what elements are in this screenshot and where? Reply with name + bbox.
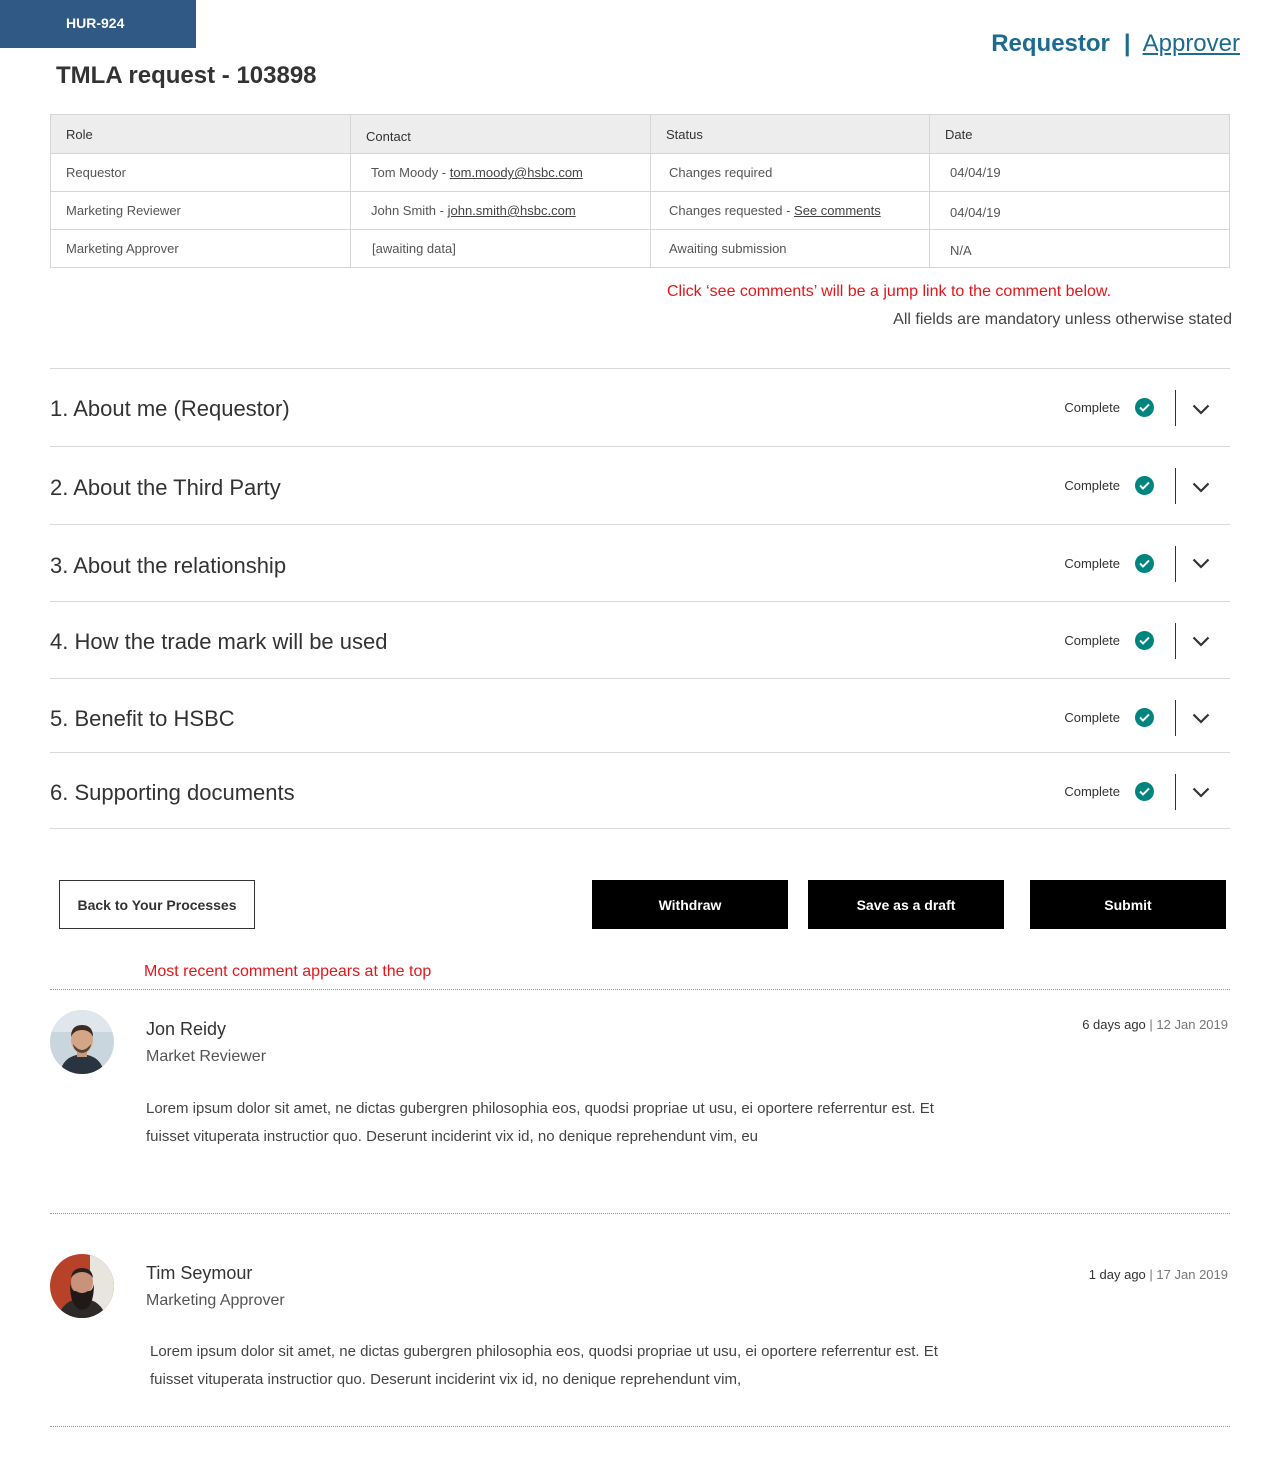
status-label: Complete — [1064, 556, 1120, 571]
comment-timestamp: 6 days ago | 12 Jan 2019 — [1082, 1017, 1228, 1032]
section-title: 2. About the Third Party — [50, 475, 281, 500]
commenter-role: Marketing Approver — [146, 1292, 285, 1309]
section-title: 5. Benefit to HSBC — [50, 706, 235, 731]
comment-body: Lorem ipsum dolor sit amet, ne dictas gubergren philosophia eos, quodsi propriae ut usu, ei oportere referrentur est. Et fuisset vituperata instructior quo. Deserunt inciderint vix id, no denique reprehendunt vim, — [150, 1343, 938, 1388]
contact-email-link[interactable]: tom.moody@hsbc.com — [449, 165, 583, 180]
cell-role: Marketing Approver — [51, 230, 351, 268]
jump-link-annotation: Click ‘see comments’ will be a jump link to the comment below. — [667, 283, 1112, 300]
column-header-role: Role — [51, 115, 351, 154]
chevron-down-icon[interactable] — [1192, 634, 1210, 652]
commenter-name: Jon Reidy — [146, 1019, 227, 1039]
back-to-processes-button[interactable]: Back to Your Processes — [59, 880, 255, 929]
chevron-down-icon[interactable] — [1192, 556, 1210, 574]
check-circle-icon — [1135, 398, 1154, 417]
section-title: 4. How the trade mark will be used — [50, 629, 388, 654]
section-status — [1064, 554, 1154, 573]
role-separator: | — [1123, 30, 1131, 57]
avatar — [50, 1254, 114, 1318]
cell-date: N/A — [930, 230, 1230, 268]
role-switcher — [991, 30, 1240, 58]
section-title: 3. About the relationship — [50, 553, 287, 578]
comment-divider — [50, 1213, 1230, 1214]
role-requestor[interactable]: Requestor — [991, 30, 1110, 57]
contact-name: John Smith - — [371, 203, 448, 218]
chevron-down-icon[interactable] — [1192, 785, 1210, 803]
check-circle-icon — [1135, 782, 1154, 801]
check-circle-icon — [1135, 476, 1154, 495]
comment-divider — [50, 1426, 1230, 1427]
section-title: 6. Supporting documents — [50, 780, 295, 805]
commenter-role: Market Reviewer — [146, 1048, 267, 1065]
chevron-down-icon[interactable] — [1192, 711, 1210, 729]
commenter-name: Tim Seymour — [146, 1263, 253, 1283]
avatar — [50, 1010, 114, 1074]
column-header-date: Date — [930, 115, 1230, 154]
section-status — [1064, 476, 1154, 495]
cell-status — [651, 192, 930, 230]
cell-role: Marketing Reviewer — [51, 192, 351, 230]
relative-time: 6 days ago — [1082, 1017, 1146, 1032]
status-label: Complete — [1064, 633, 1120, 648]
status-label: Complete — [1064, 784, 1120, 799]
status-text: Changes requested - — [669, 203, 795, 218]
comment-body: Lorem ipsum dolor sit amet, ne dictas gubergren philosophia eos, quodsi propriae ut usu, ei oportere referrentur est. Et fuisset vituperata instructior quo. Deserunt inciderint vix id, no denique reprehendunt vim, eu — [146, 1100, 934, 1145]
withdraw-button[interactable]: Withdraw — [592, 880, 788, 929]
submit-button[interactable]: Submit — [1030, 880, 1226, 929]
status-table — [50, 114, 1230, 268]
chevron-down-icon[interactable] — [1192, 402, 1210, 420]
table-row — [51, 192, 1230, 230]
cell-contact — [351, 154, 651, 192]
see-comments-link[interactable]: See comments — [794, 203, 881, 218]
page-title: TMLA request - 103898 — [56, 62, 317, 89]
cell-date: 04/04/19 — [930, 154, 1230, 192]
section-title: 1. About me (Requestor) — [50, 396, 290, 421]
cell-status: Awaiting submission — [651, 230, 930, 268]
form-sections — [50, 368, 1230, 829]
cell-date: 04/04/19 — [930, 192, 1230, 230]
section-status — [1064, 398, 1154, 417]
divider — [1175, 390, 1176, 426]
cell-contact: [awaiting data] — [351, 230, 651, 268]
divider — [1175, 546, 1176, 582]
comment-timestamp: 1 day ago | 17 Jan 2019 — [1088, 1267, 1228, 1282]
check-circle-icon — [1135, 554, 1154, 573]
role-approver-link[interactable]: Approver — [1142, 30, 1240, 57]
recent-comment-annotation: Most recent comment appears at the top — [144, 963, 432, 980]
table-row — [51, 230, 1230, 268]
divider — [1175, 623, 1176, 659]
comment-date: 12 Jan 2019 — [1156, 1017, 1228, 1032]
check-circle-icon — [1135, 631, 1154, 650]
status-label: Complete — [1064, 478, 1120, 493]
cell-role: Requestor — [51, 154, 351, 192]
column-header-status: Status — [651, 115, 930, 154]
section-relationship[interactable] — [50, 524, 1230, 601]
comment-divider — [50, 989, 1230, 990]
table-header-row — [51, 115, 1230, 154]
section-third-party[interactable] — [50, 446, 1230, 524]
ticket-tag: HUR-924 — [0, 0, 196, 48]
section-trade-mark-use[interactable] — [50, 601, 1230, 678]
status-label: Complete — [1064, 710, 1120, 725]
save-draft-button[interactable]: Save as a draft — [808, 880, 1004, 929]
section-benefit[interactable] — [50, 678, 1230, 752]
divider — [1175, 468, 1176, 504]
section-status — [1064, 708, 1154, 727]
section-supporting-documents[interactable] — [50, 752, 1230, 829]
table-row — [51, 154, 1230, 192]
contact-email-link[interactable]: john.smith@hsbc.com — [447, 203, 576, 218]
relative-time: 1 day ago — [1088, 1267, 1146, 1282]
comment-date: 17 Jan 2019 — [1156, 1267, 1228, 1282]
column-header-contact: Contact — [351, 115, 651, 154]
section-status — [1064, 631, 1154, 650]
status-label: Complete — [1064, 400, 1120, 415]
section-about-me[interactable] — [50, 368, 1230, 446]
divider — [1175, 700, 1176, 736]
cell-status: Changes required — [651, 154, 930, 192]
divider — [1175, 774, 1176, 810]
section-status — [1064, 782, 1154, 801]
contact-name: Tom Moody - — [371, 165, 450, 180]
mandatory-fields-note: All fields are mandatory unless otherwise stated — [893, 311, 1232, 328]
check-circle-icon — [1135, 708, 1154, 727]
cell-contact — [351, 192, 651, 230]
chevron-down-icon[interactable] — [1192, 480, 1210, 498]
